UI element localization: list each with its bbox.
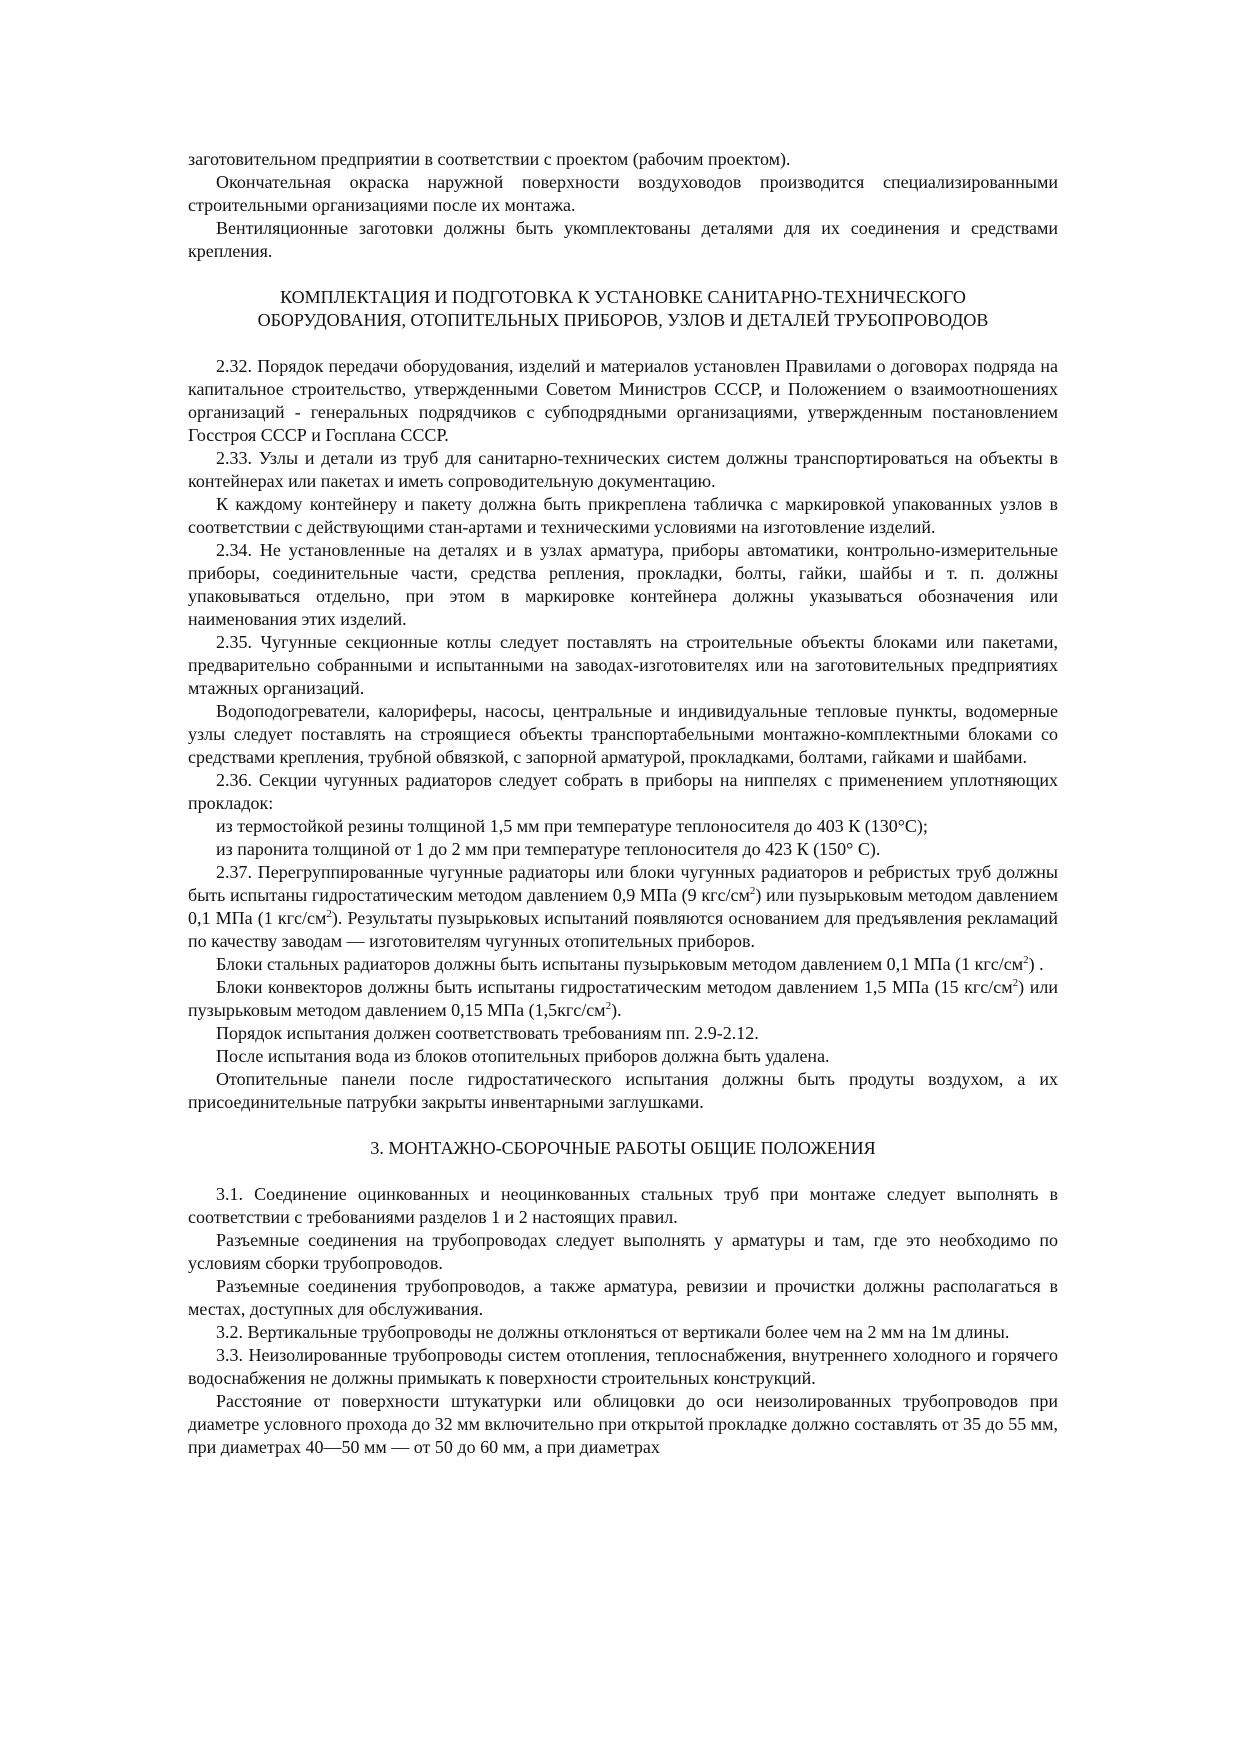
superscript: 2 bbox=[326, 908, 332, 920]
superscript: 2 bbox=[749, 885, 756, 897]
paragraph: 3.2. Вертикальные трубопроводы не должны отклоняться от вертикали более чем на 2 мм на 1м длины. bbox=[216, 1322, 1010, 1342]
paragraph: Отопительные панели после гидростатического испытания должны быть продуты воздухом, а их присоединительные патрубки закрыты инвентарными заглушками. bbox=[188, 1069, 1058, 1112]
paragraph: Разъемные соединения трубопроводов, а также арматура, ревизии и прочистки должны располагаться в местах, доступных для обслуживания. bbox=[188, 1276, 1058, 1319]
paragraph bbox=[188, 976, 1058, 1022]
paragraph: Вентиляционные заготовки должны быть укомплектованы деталями для их соединения и средствами крепления. bbox=[188, 218, 1058, 261]
text-run: ) . bbox=[1028, 954, 1044, 974]
paragraph: 2.34. Не установленные на деталях и в узлах арматура, приборы автоматики, контрольно-измерительные приборы, соединительные части, средства репления, прокладки, болты, гайки, шайбы и т. п. должны упаковываться отдельно, при этом в маркировке контейнера должны указываться обозначения или наименования этих изделий. bbox=[188, 540, 1058, 629]
paragraph: 2.35. Чугунные секционные котлы следует поставлять на строительные объекты блоками или пакетами, предварительно собранными и испытанными на заводах-изготовителях или на заготовительных предприятиях мтажных организаций. bbox=[188, 632, 1058, 698]
paragraph bbox=[188, 953, 1058, 976]
text-run: 2.37. Перегруппированные чугунные радиаторы или блоки чугунных радиаторов и ребристых труб должны быть испытаны гидростатическим методом давлением 0,9 МПа (9 кгс/см bbox=[188, 862, 1058, 905]
text-run: ). bbox=[611, 1000, 622, 1020]
text-run: Блоки стальных радиаторов должны быть испытаны пузырьковым методом давлением 0,1 МПа (1 кгс/см bbox=[216, 954, 1024, 974]
paragraph: 2.33. Узлы и детали из труб для санитарно-технических систем должны транспортироваться на объекты в контейнерах или пакетах и иметь сопроводительную документацию. bbox=[188, 448, 1058, 491]
paragraph: из термостойкой резины толщиной 1,5 мм при температуре теплоносителя до 403 К (130°С); bbox=[216, 816, 928, 836]
superscript: 2 bbox=[1012, 977, 1019, 989]
text-run: ) или пузырьковым методом давлением 0,1 МПа (1 кгс/см bbox=[188, 885, 1059, 928]
section-heading-line: 3. МОНТАЖНО-СБОРОЧНЫЕ РАБОТЫ ОБЩИЕ ПОЛОЖЕНИЯ bbox=[370, 1138, 876, 1158]
text-run: ) или пузырьковым методом давлением 0,15 МПа (1,5кгс/см bbox=[188, 977, 1058, 1020]
paragraph: Водоподогреватели, калориферы, насосы, центральные и индивидуальные тепловые пункты, водомерные узлы следует поставлять на строящиеся объекты транспортабельными монтажно-комплектными блоками со средствами крепления, трубной обвязкой, с запорной арматурой, прокладками, болтами, гайками и шайбами. bbox=[188, 701, 1058, 767]
paragraph: К каждому контейнеру и пакету должна быть прикреплена табличка с маркировкой упакованных узлов в соответствии с действующими стан-артами и техническими условиями на изготовление изделий. bbox=[188, 494, 1058, 537]
document-page bbox=[188, 148, 1058, 1459]
section-heading bbox=[188, 286, 1058, 332]
paragraph bbox=[188, 861, 1058, 953]
paragraph: 2.36. Секции чугунных радиаторов следует собрать в приборы на ниппелях с применением уплотняющих прокладок: bbox=[188, 770, 1058, 813]
paragraph: 3.3. Неизолированные трубопроводы систем отопления, теплоснабжения, внутреннего холодного и горячего водоснабжения не должны примыкать к поверхности строительных конструкций. bbox=[188, 1345, 1058, 1388]
section-heading bbox=[188, 1137, 1058, 1160]
text-run: Блоки конвекторов должны быть испытаны гидростатическим методом давлением 1,5 МПа (15 кгс/см bbox=[216, 977, 1013, 997]
paragraph: Расстояние от поверхности штукатурки или облицовки до оси неизолированных трубопроводов при диаметре условного прохода до 32 мм включительно при открытой прокладке должно составлять от 35 до 55 мм, при диаметрах 40—50 мм — от 50 до 60 мм, а при диаметрах bbox=[188, 1391, 1058, 1457]
superscript: 2 bbox=[605, 1000, 612, 1012]
paragraph: заготовительном предприятии в соответствии с проектом (рабочим проектом). bbox=[188, 149, 791, 169]
paragraph: из паронита толщиной от 1 до 2 мм при температуре теплоносителя до 423 К (150° С). bbox=[216, 839, 881, 859]
paragraph: Порядок испытания должен соответствовать требованиям пп. 2.9-2.12. bbox=[216, 1023, 759, 1043]
superscript: 2 bbox=[1023, 954, 1029, 966]
paragraph: Разъемные соединения на трубопроводах следует выполнять у арматуры и там, где это необходимо по условиям сборки трубопроводов. bbox=[188, 1230, 1058, 1273]
section-heading-line: ОБОРУДОВАНИЯ, ОТОПИТЕЛЬНЫХ ПРИБОРОВ, УЗЛОВ И ДЕТАЛЕЙ ТРУБОПРОВОДОВ bbox=[257, 310, 989, 330]
text-run: ). Результаты пузырьковых испытаний появляются основанием для предъявления рекламаций по качеству заводам — изготовителям чугунных отопительных приборов. bbox=[188, 908, 1058, 951]
section-heading-line: КОМПЛЕКТАЦИЯ И ПОДГОТОВКА К УСТАНОВКЕ САНИТАРНО-ТЕХНИЧЕСКОГО bbox=[280, 287, 966, 307]
paragraph: 3.1. Соединение оцинкованных и неоцинкованных стальных труб при монтаже следует выполнять в соответствии с требованиями разделов 1 и 2 настоящих правил. bbox=[188, 1184, 1058, 1227]
paragraph: 2.32. Порядок передачи оборудования, изделий и материалов установлен Правилами о договорах подряда на капитальное строительство, утвержденными Советом Министров СССР, и Положением о взаимоотношениях организаций - генеральных подрядчиков с субподрядными организациями, утвержденным постановлением Госстроя СССР и Госплана СССР. bbox=[188, 356, 1058, 445]
paragraph: Окончательная окраска наружной поверхности воздуховодов производится специализированными строительными организациями после их монтажа. bbox=[188, 172, 1058, 215]
paragraph: После испытания вода из блоков отопительных приборов должна быть удалена. bbox=[216, 1046, 830, 1066]
